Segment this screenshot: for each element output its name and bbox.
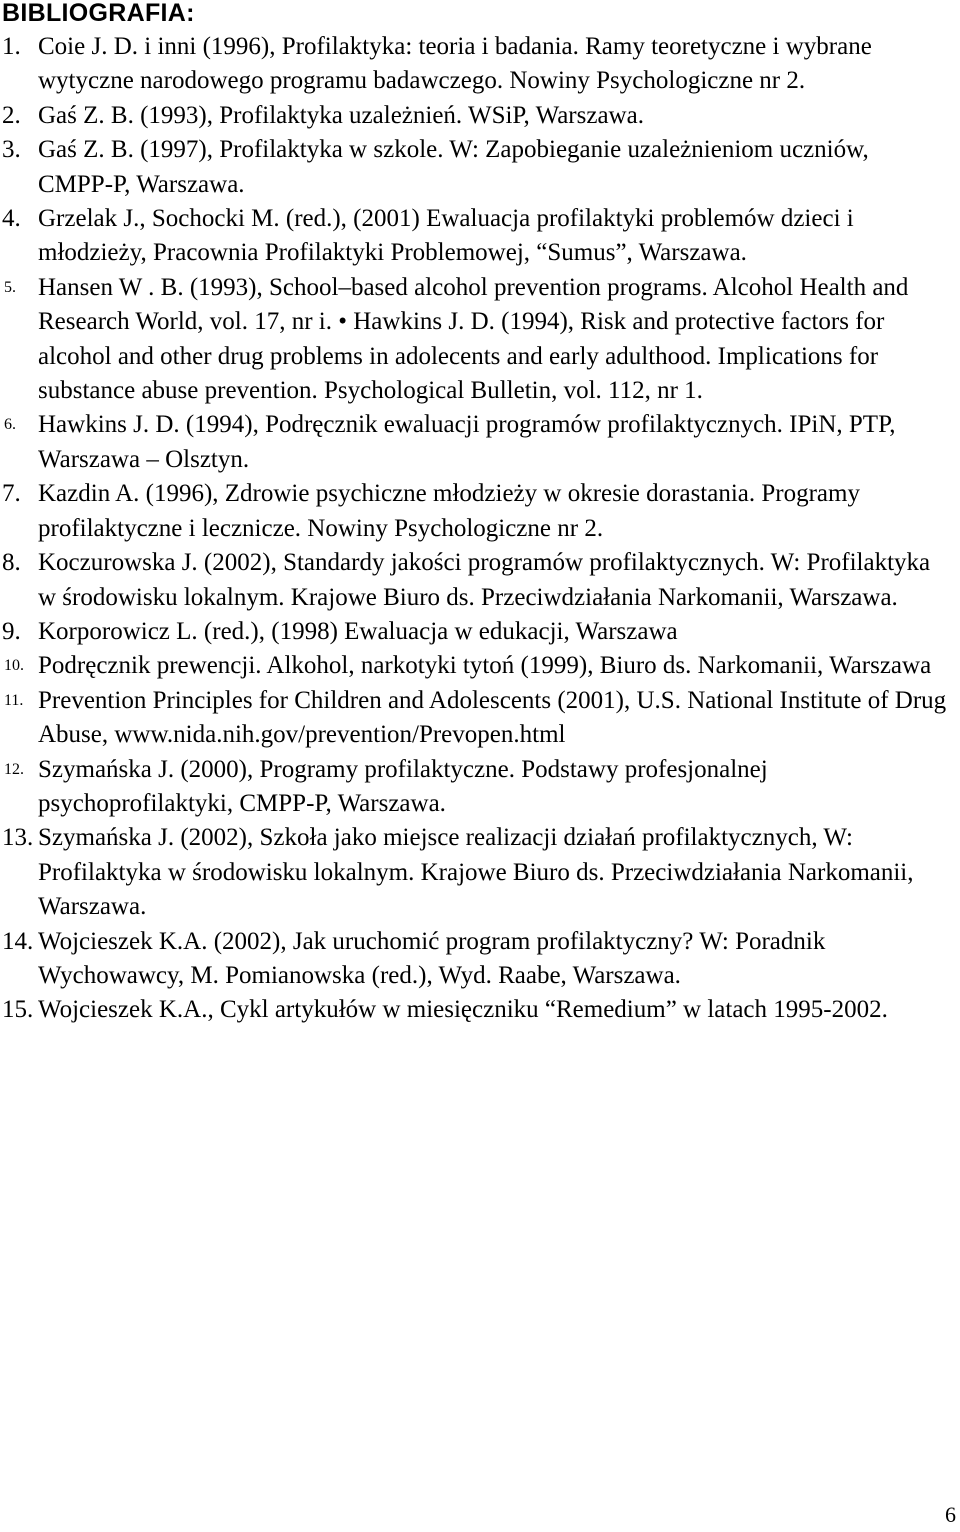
reference-number: 5.	[4, 278, 16, 296]
reference-number: 9.	[2, 617, 21, 645]
reference-text: Hansen W . B. (1993), School–based alcohol prevention programs. Alcohol Health and Research World, vol. 17, nr i. • Hawkins J. D. (1994), Risk and protective factors for alcohol and other drug problems in adolecents and early adulthood. Implications for substance abuse prevention. Psychological Bulletin, vol. 112, nr 1.	[38, 273, 909, 405]
reference-item	[0, 477, 950, 546]
reference-text: Szymańska J. (2002), Szkoła jako miejsce realizacji działań profilaktycznych, W: Profilaktyka w środowisku lokalnym. Krajowe Biuro ds. Przeciwdziałania Narkomanii, Warszawa.	[38, 824, 914, 921]
reference-item	[0, 133, 950, 202]
reference-text: Hawkins J. D. (1994), Podręcznik ewaluacji programów profilaktycznych. IPiN, PTP, Warszawa – Olsztyn.	[38, 411, 896, 473]
reference-number: 4.	[2, 205, 21, 233]
reference-number: 6.	[4, 416, 16, 434]
reference-text: Gaś Z. B. (1997), Profilaktyka w szkole. W: Zapobieganie uzależnieniom uczniów, CMPP-P, Warszawa.	[38, 136, 869, 198]
reference-text: Prevention Principles for Children and Adolescents (2001), U.S. National Institute of Drug Abuse, www.nida.nih.gov/prevention/Prevopen.html	[38, 686, 947, 749]
reference-number: 12.	[4, 760, 24, 778]
reference-text: Podręcznik prewencji. Alkohol, narkotyki tytoń (1999), Biuro ds. Narkomanii, Warszawa	[38, 652, 932, 680]
reference-number: 8.	[2, 549, 21, 577]
reference-item	[0, 684, 950, 753]
reference-text: Szymańska J. (2000), Programy profilaktyczne. Podstawy profesjonalnej psychoprofilaktyki, CMPP-P, Warszawa.	[38, 755, 768, 817]
reference-number: 2.	[2, 101, 21, 129]
reference-item	[0, 821, 950, 924]
reference-number: 11.	[4, 691, 24, 709]
reference-number: 10.	[4, 657, 24, 675]
reference-text: Grzelak J., Sochocki M. (red.), (2001) Ewaluacja profilaktyki problemów dzieci i młodzieży, Pracownia Profilaktyki Problemowej, “Sumus”, Warszawa.	[38, 205, 854, 267]
reference-item	[0, 271, 950, 409]
reference-item	[0, 753, 950, 822]
reference-number: 14.	[2, 927, 34, 955]
reference-item	[0, 649, 950, 683]
page-number: 6	[945, 1502, 956, 1527]
reference-text: Koczurowska J. (2002), Standardy jakości programów profilaktycznych. W: Profilaktyka w środowisku lokalnym. Krajowe Biuro ds. Przeciwdziałania Narkomanii, Warszawa.	[38, 549, 931, 611]
reference-number: 1.	[2, 33, 21, 60]
reference-list	[0, 30, 950, 1028]
reference-item	[0, 546, 950, 615]
reference-item	[0, 202, 950, 271]
reference-number: 3.	[2, 136, 21, 164]
reference-item	[0, 408, 950, 477]
reference-text: Coie J. D. i inni (1996), Profilaktyka: teoria i badania. Ramy teoretyczne i wybrane wytyczne narodowego programu badawczego. Nowiny Psychologiczne nr 2.	[38, 33, 872, 95]
reference-number: 15.	[2, 996, 34, 1024]
reference-text: Wojcieszek K.A., Cykl artykułów w miesięczniku “Remedium” w latach 1995-2002.	[38, 996, 888, 1024]
reference-item	[0, 615, 950, 649]
reference-item	[0, 99, 950, 133]
reference-item	[0, 993, 950, 1027]
reference-text: Kazdin A. (1996), Zdrowie psychiczne młodzieży w okresie dorastania. Programy profilaktyczne i lecznicze. Nowiny Psychologiczne nr 2.	[38, 480, 860, 542]
reference-number: 7.	[2, 480, 21, 508]
reference-item	[0, 925, 950, 994]
reference-text: Korporowicz L. (red.), (1998) Ewaluacja w edukacji, Warszawa	[38, 617, 678, 645]
reference-text: Gaś Z. B. (1993), Profilaktyka uzależnień. WSiP, Warszawa.	[38, 101, 644, 129]
reference-number: 13.	[2, 824, 34, 852]
reference-item	[0, 30, 950, 99]
bibliography-heading: BIBLIOGRAFIA:	[2, 0, 195, 27]
reference-text: Wojcieszek K.A. (2002), Jak uruchomić program profilaktyczny? W: Poradnik Wychowawcy, M. Pomianowska (red.), Wyd. Raabe, Warszawa.	[38, 927, 826, 989]
